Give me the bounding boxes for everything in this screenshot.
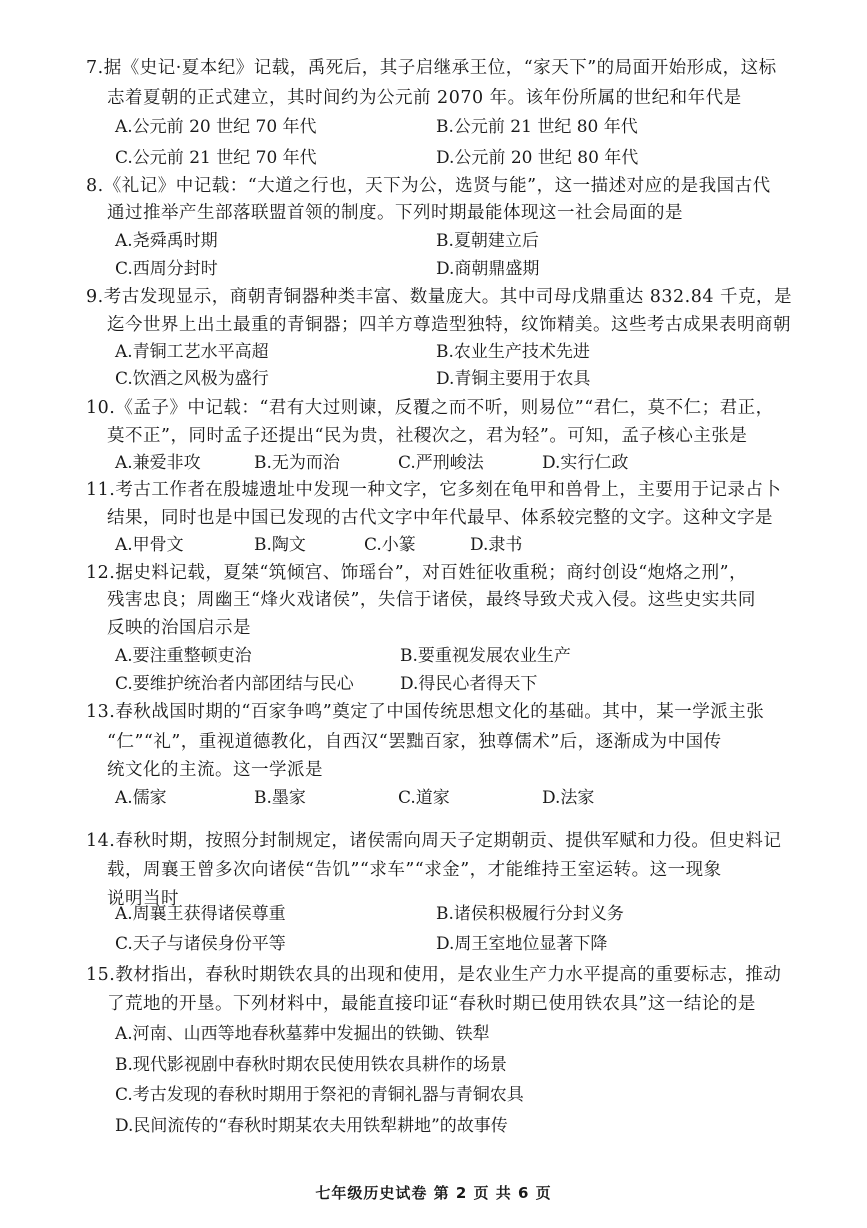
- question-stem-line: 15.教材指出，春秋时期铁农具的出现和使用，是农业生产力水平提高的重要标志，推动: [86, 965, 782, 985]
- question-stem-line: 结果，同时也是中国已发现的古代文字中年代最早、体系较完整的文字。这种文字是: [107, 508, 773, 528]
- question-stem-line: 统文化的主流。这一学派是: [107, 760, 323, 780]
- option-c: C.公元前 21 世纪 70 年代: [115, 148, 317, 168]
- option-c: C.小篆: [364, 535, 416, 555]
- option-b: B.要重视发展农业生产: [400, 646, 571, 666]
- question-stem-line: 13.春秋战国时期的“百家争鸣”奠定了中国传统思想文化的基础。其中，某一学派主张: [86, 702, 765, 722]
- option-c: C.天子与诸侯身份平等: [115, 934, 286, 954]
- option-c: C.要维护统治者内部团结与民心: [115, 674, 354, 694]
- option-a: A.公元前 20 世纪 70 年代: [115, 117, 317, 137]
- question-stem-line: 反映的治国启示是: [107, 618, 251, 638]
- option-a: A.周襄王获得诸侯尊重: [115, 904, 286, 924]
- question-stem-line: 10.《孟子》中记载：“君有大过则谏，反覆之而不听，则易位”“君仁，莫不仁；君正，: [86, 398, 774, 418]
- question-stem-line: 了荒地的开垦。下列材料中，最能直接印证“春秋时期已使用铁农具”这一结论的是: [107, 994, 756, 1014]
- option-b: B.陶文: [254, 535, 306, 555]
- option-c: C.饮酒之风极为盛行: [115, 369, 269, 389]
- question-stem-line: 通过推举产生部落联盟首领的制度。下列时期最能体现这一社会局面的是: [107, 203, 683, 223]
- option-b: B.现代影视剧中春秋时期农民使用铁农具耕作的场景: [115, 1055, 507, 1075]
- option-a: A.甲骨文: [115, 535, 184, 555]
- option-b: B.农业生产技术先进: [436, 342, 590, 362]
- option-d: D.公元前 20 世纪 80 年代: [436, 148, 639, 168]
- option-d: D.商朝鼎盛期: [436, 259, 540, 279]
- option-a: A.青铜工艺水平高超: [115, 342, 269, 362]
- option-a: A.兼爱非攻: [115, 453, 201, 473]
- question-stem-line: 8.《礼记》中记载：“大道之行也，天下为公，选贤与能”，这一描述对应的是我国古代: [86, 176, 771, 196]
- question-stem-line: 迄今世界上出土最重的青铜器；四羊方尊造型独特，纹饰精美。这些考古成果表明商朝: [107, 315, 791, 335]
- option-d: D.民间流传的“春秋时期某农夫用铁犁耕地”的故事传: [115, 1116, 508, 1136]
- question-stem-line: 14.春秋时期，按照分封制规定，诸侯需向周天子定期朝贡、提供军赋和力役。但史料记: [86, 831, 782, 851]
- option-b: B.墨家: [254, 788, 306, 808]
- option-a: A.要注重整顿吏治: [115, 646, 252, 666]
- question-stem-line: 残害忠良；周幽王“烽火戏诸侯”，失信于诸侯，最终导致犬戎入侵。这些史实共同: [107, 590, 756, 610]
- option-a: A.尧舜禹时期: [115, 231, 218, 251]
- option-b: B.诸侯积极履行分封义务: [436, 904, 624, 924]
- option-b: B.无为而治: [254, 453, 340, 473]
- option-d: D.青铜主要用于农具: [436, 369, 591, 389]
- question-stem-line: 志着夏朝的正式建立，其时间约为公元前 2070 年。该年份所属的世纪和年代是: [107, 88, 742, 108]
- option-d: D.法家: [542, 788, 595, 808]
- question-stem-line: “仁”“礼”，重视道德教化，自西汉“罢黜百家，独尊儒术”后，逐渐成为中国传: [107, 732, 722, 752]
- question-stem-line: 莫不正”，同时孟子还提出“民为贵，社稷次之，君为轻”。可知，孟子核心主张是: [107, 426, 748, 446]
- option-d: D.周王室地位显著下降: [436, 934, 608, 954]
- option-d: D.实行仁政: [542, 453, 629, 473]
- question-stem-line: 12.据史料记载，夏桀“筑倾宫、饰瑶台”，对百姓征收重税；商纣创设“炮烙之刑”，: [86, 563, 748, 583]
- option-c: C.道家: [398, 788, 450, 808]
- option-c: C.西周分封时: [115, 259, 218, 279]
- question-stem-line: 11.考古工作者在殷墟遗址中发现一种文字，它多刻在龟甲和兽骨上，主要用于记录占卜: [86, 480, 782, 500]
- option-d: D.得民心者得天下: [400, 674, 538, 694]
- option-b: B.夏朝建立后: [436, 231, 539, 251]
- question-stem-line: 说明当时: [107, 889, 179, 909]
- question-stem-line: 9.考古发现显示，商朝青铜器种类丰富、数量庞大。其中司母戊鼎重达 832.84 千克，是: [86, 287, 793, 307]
- question-stem-line: 7.据《史记·夏本纪》记载，禹死后，其子启继承王位，“家天下”的局面开始形成，这标: [86, 58, 777, 78]
- option-a: A.儒家: [115, 788, 167, 808]
- option-b: B.公元前 21 世纪 80 年代: [436, 117, 638, 137]
- page-footer: 七年级历史试卷 第 2 页 共 6 页: [315, 1184, 552, 1202]
- option-c: C.考古发现的春秋时期用于祭祀的青铜礼器与青铜农具: [115, 1085, 524, 1105]
- question-stem-line: 载，周襄王曾多次向诸侯“告饥”“求车”“求金”，才能维持王室运转。这一现象: [107, 860, 722, 880]
- option-c: C.严刑峻法: [398, 453, 484, 473]
- option-a: A.河南、山西等地春秋墓葬中发掘出的铁锄、铁犁: [115, 1024, 490, 1044]
- option-d: D.隶书: [470, 535, 523, 555]
